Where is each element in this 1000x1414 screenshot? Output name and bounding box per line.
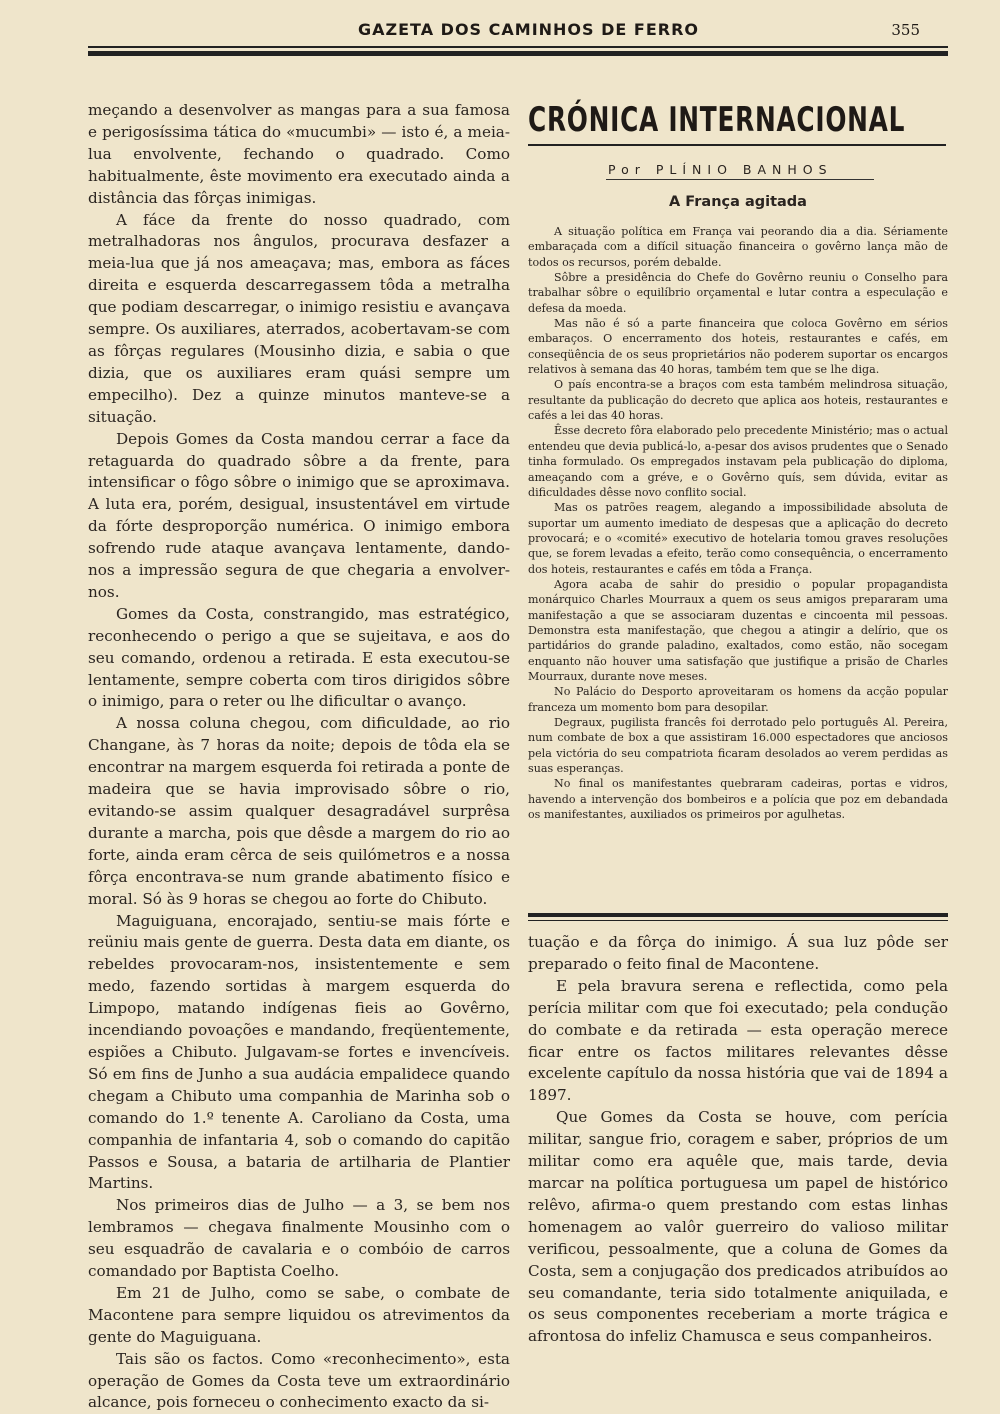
right-paragraph: E pela bravura serena e reflectida, como pela perícia militar com que foi executado; pela condução do combate e da retirada — esta operação merece ficar entre os factos militares relevantes dêsse excelente capítulo da nossa história que vai de 1894 a 1897.: [528, 976, 948, 1105]
chronicle-paragraph: Sôbre a presidência do Chefe do Govêrno reuniu o Conselho para trabalhar sôbre o equilíbrio orçamental e lutar contra a especulação e defesa da moeda.: [528, 271, 948, 315]
right-paragraph: Que Gomes da Costa se houve, com perícia militar, sangue frio, coragem e saber, próprios de um militar como era aquêle que, mais tarde, devia marcar na política portuguesa um papel de histórico relêvo, afirma-o quem prestando com estas linhas homenagem ao valôr guerreiro do valioso militar verificou, pessoalmente, que a coluna de Gomes da Costa, sem a conjugação dos predicados atribuídos ao seu comandante, teria sido totalmente aniquilada, e os seus componentes receberiam a morte trágica e afrontosa do infeliz Chamusca e seus companheiros.: [528, 1108, 948, 1346]
chronicle-title-rule: [528, 144, 946, 146]
chronicle-section: [528, 100, 948, 822]
chronicle-paragraph: Mas os patrões reagem, alegando a impossibilidade absoluta de suportar um aumento imediato de despesas que a aplicação do decreto provocará; e o «comité» executivo de hotelaria tomou graves resoluções que, se forem levadas a efeito, terão como consequência, o encerramento dos hoteis, restaurantes e cafés em tôda a França.: [528, 501, 948, 576]
left-paragraph: Nos primeiros dias de Julho — a 3, se bem nos lembramos — chegava finalmente Mousinho com o seu esquadrão de cavalaria e o combóio de carros comandado por Baptista Coelho.: [88, 1196, 510, 1281]
journal-title: GAZETA DOS CAMINHOS DE FERRO: [358, 20, 700, 39]
chronicle-subhead: A França agitada: [669, 194, 807, 210]
chronicle-paragraph: Agora acaba de sahir do presidio o popular propagandista monárquico Charles Mourraux a quem os seus amigos prepararam uma manifestação a que se associaram duzentas e cincoenta mil pessoas. Demonstra esta manifestação, que chegou a atingir a delírio, que os partidários do grande paladino, exaltados, como estão, não socegam enquanto não houver uma satisfação que justifique a prisão de Charles Mourraux, durante nove meses.: [528, 577, 948, 683]
chronicle-end-rule-thick: [528, 913, 948, 917]
left-paragraph: A fáce da frente do nosso quadrado, com metralhadoras nos ângulos, procurava desfazer a meia-lua que já nos ameaçava; mas, embora as fáces direita e esquerda descarregassem tôda a metralha que podiam descarregar, o inimigo resistiu e avançava sempre. Os auxiliares, aterrados, acobertavam-se com as fôrças regulares (Mousinho dizia, e sabia o que dizia, que os auxiliares eram quási sempre um empecilho). Dez a quinze minutos manteve-se a situação.: [88, 210, 510, 426]
left-paragraph: A nossa coluna chegou, com dificuldade, ao rio Changane, às 7 horas da noite; depois de tôda ela se encontrar na margem esquerda foi retirada a ponte de madeira que se havia improvisado sôbre o rio, evitando-se assim qualquer desagradável surprêsa durante a marcha, pois que dêsde a margem do rio ao forte, ainda eram cêrca de seis quilómetros e a nossa fôrça encontrava-se num grande abatimento físico e moral. Só às 9 horas se chegou ao forte do Chibuto.: [88, 714, 510, 908]
left-paragraph: meçando a desenvolver as mangas para a sua famosa e perigosíssima tática do «mucumbi» — isto é, a meia-lua envolvente, fechando o quadrado. Como habitualmente, êste movimento era executado ainda a distância das fôrças inimigas.: [88, 101, 510, 207]
chronicle-paragraph: Mas não é só a parte financeira que coloca Govêrno em sérios embaraços. O encerramento dos hoteis, restaurantes e cafés, em conseqüência de os seus proprietários não poderem suportar os encargos relativos à semana das 40 horas, também tem que se lhe diga.: [528, 317, 948, 377]
right-paragraph: tuação e da fôrça do inimigo. Á sua luz pôde ser preparado o feito final de Macontene.: [528, 933, 948, 973]
left-paragraph: Tais são os factos. Como «reconhecimento», esta operação de Gomes da Costa teve um extraordinário alcance, pois forneceu o conhecimento exacto da si-: [88, 1349, 510, 1412]
left-paragraph: Depois Gomes da Costa mandou cerrar a face da retaguarda do quadrado sôbre a da frente, para intensificar o fôgo sôbre o inimigo que se aproximava. A luta era, porém, desigual, insustentável em virtude da fórte desproporção numérica. O inimigo embora sofrendo rude ataque avançava lentamente, dando-nos a impressão segura de que chegaria a envolver-nos.: [88, 429, 510, 601]
header-rule-thin: [88, 46, 948, 48]
byline-rule: [606, 179, 874, 180]
chronicle-body: [528, 224, 948, 822]
chronicle-title: CRÓNICA INTERNACIONAL: [528, 100, 906, 140]
chronicle-paragraph: No final os manifestantes quebraram cadeiras, portas e vidros, havendo a intervenção dos bombeiros e a polícia que poz em debandada os manifestantes, auxiliados os primeiros por agulhetas.: [528, 777, 948, 822]
left-paragraph: Gomes da Costa, constrangido, mas estratégico, reconhecendo o perigo a que se sujeitava, e aos do seu comando, ordenou a retirada. E esta executou-se lentamente, sempre coberta com tiros dirigidos sôbre o inimigo, para o reter ou lhe dificultar o avanço.: [88, 604, 510, 711]
chronicle-paragraph: Êsse decreto fôra elaborado pelo precedente Ministério; mas o actual entendeu que devia publicá-lo, a-pesar dos avisos prudentes que o Senado tinha formulado. Os empregados instavam pela publicação do diploma, ameaçando com a gréve, e o Govêrno quís, sem dúvida, evitar as dificuldades dêsse novo conflito social.: [528, 424, 948, 499]
left-column: [88, 100, 510, 1414]
page-number: 355: [891, 21, 920, 39]
chronicle-paragraph: No Palácio do Desporto aproveitaram os homens da acção popular franceza um momento bom para desopilar.: [528, 685, 948, 714]
right-column-continuation: [528, 932, 948, 1348]
chronicle-paragraph: O país encontra-se a braços com esta também melindrosa situação, resultante da publicação do decreto que aplica aos hoteis, restaurantes e cafés a lei das 40 horas.: [528, 378, 948, 423]
chronicle-end-rule-thin: [528, 920, 948, 921]
chronicle-paragraph: A situação política em França vai peorando dia a dia. Sériamente embaraçada com a difícil situação financeira o govêrno lança mão de todos os recursos, porém debalde.: [528, 225, 948, 269]
chronicle-paragraph: Degraux, pugilista francês foi derrotado pelo português Al. Pereira, num combate de box a que assistiram 16.000 espectadores que anciosos pela victória do seu compatriota ficaram desolados ao verem perdidas as suas esperanças.: [528, 716, 948, 776]
left-paragraph: Maguiguana, encorajado, sentiu-se mais fórte e reüniu mais gente de guerra. Desta data em diante, os rebeldes provocaram-nos, insistentemente e sem medo, fazendo sortidas à margem esquerda do Limpopo, matando indígenas fieis ao Govêrno, incendiando povoações e mandando, freqüentemente, espiões a Chibuto. Julgavam-se fortes e invencíveis. Só em fins de Junho a sua audácia empalidece quando chegam a Chibuto uma companhia de Marinha sob o comando do 1.º tenente A. Caroliano da Costa, uma companhia de infantaria 4, sob o comando do capitão Passos e Sousa, a bataria de artilharia de Plantier Martins.: [88, 911, 510, 1193]
header-rule-thick: [88, 51, 948, 56]
chronicle-byline: Por PLÍNIO BANHOS: [608, 162, 833, 177]
left-paragraph: Em 21 de Julho, como se sabe, o combate de Macontene para sempre liquidou os atrevimentos da gente do Maguiguana.: [88, 1283, 510, 1346]
